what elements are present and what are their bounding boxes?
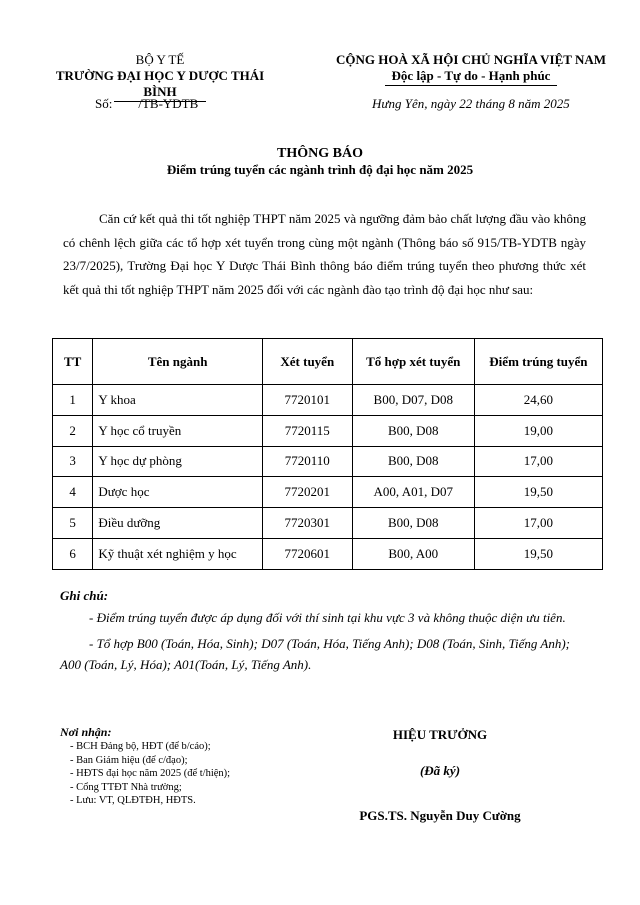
signer-title: HIỆU TRƯỞNG (392, 727, 488, 742)
note-line-2: - Tổ hợp B00 (Toán, Hóa, Sinh); D07 (Toán, Hóa, Tiếng Anh); D08 (Toán, Sinh, Tiếng Anh); (89, 636, 570, 651)
cell-code: 7720301 (262, 508, 352, 539)
school-name: TRƯỜNG ĐẠI HỌC Y DƯỢC THÁI BÌNH (55, 68, 265, 99)
intro-paragraph (63, 207, 586, 301)
list-item: - BCH Đảng bộ, HĐT (để b/cáo); (70, 741, 211, 752)
list-item: - Cổng TTĐT Nhà trường; (70, 781, 182, 793)
note-line-1: - Điểm trúng tuyển được áp dụng đối với thí sinh tại khu vực 3 và không thuộc diện ưu tiên. (89, 610, 566, 625)
col-header-code: Xét tuyển (262, 339, 352, 385)
table-row (53, 415, 603, 446)
cell-score: 17,00 (474, 446, 602, 477)
cell-tt: 2 (53, 415, 93, 446)
cell-combo: B00, A00 (352, 538, 474, 569)
cell-combo: B00, D08 (352, 508, 474, 539)
cell-tt: 6 (53, 538, 93, 569)
recipients-list (70, 740, 230, 808)
table-header-row (53, 339, 603, 385)
cell-score: 19,50 (474, 538, 602, 569)
page-title: THÔNG BÁO (277, 146, 363, 161)
list-item: - HĐTS đại học năm 2025 (để t/hiện); (70, 768, 231, 779)
table-row (53, 508, 603, 539)
table-row (53, 477, 603, 508)
cell-score: 17,00 (474, 508, 602, 539)
cell-tt: 1 (53, 385, 93, 416)
cell-major: Điều dưỡng (93, 508, 263, 539)
table-row (53, 446, 603, 477)
cell-code: 7720201 (262, 477, 352, 508)
col-header-score: Điểm trúng tuyển (474, 339, 602, 385)
cell-code: 7720115 (262, 415, 352, 446)
table-row (53, 385, 603, 416)
doc-no-label: Số: (95, 96, 113, 111)
cell-code: 7720601 (262, 538, 352, 569)
cell-score: 19,00 (474, 415, 602, 446)
list-item: - Ban Giám hiệu (để c/đạo); (70, 754, 188, 766)
signer-name: PGS.TS. Nguyễn Duy Cường (359, 808, 521, 823)
doc-no-suffix: /TB-YDTB (138, 96, 199, 111)
document-date: Hưng Yên, ngày 22 tháng 8 năm 2025 (372, 96, 570, 111)
cell-combo: B00, D08 (352, 446, 474, 477)
cell-major: Kỹ thuật xét nghiệm y học (93, 538, 263, 569)
national-motto: Độc lập - Tự do - Hạnh phúc (391, 68, 551, 83)
issuer-block (40, 52, 280, 102)
cell-code: 7720101 (262, 385, 352, 416)
admission-score-table (52, 338, 603, 570)
cell-score: 24,60 (474, 385, 602, 416)
national-heading (330, 52, 612, 86)
cell-tt: 4 (53, 477, 93, 508)
cell-tt: 5 (53, 508, 93, 539)
col-header-tt: TT (53, 339, 93, 385)
signed-mark: (Đã ký) (419, 763, 461, 778)
list-item: - Lưu: VT, QLĐTĐH, HĐTS. (70, 795, 196, 806)
cell-combo: B00, D08 (352, 415, 474, 446)
col-header-combo: Tổ hợp xét tuyển (352, 339, 474, 385)
cell-combo: A00, A01, D07 (352, 477, 474, 508)
cell-score: 19,50 (474, 477, 602, 508)
recipients-title: Nơi nhận: (60, 725, 112, 739)
cell-tt: 3 (53, 446, 93, 477)
cell-major: Y khoa (93, 385, 263, 416)
table-row (53, 538, 603, 569)
notes-title: Ghi chú: (60, 588, 109, 603)
document-number (95, 96, 198, 112)
cell-major: Y học cổ truyền (93, 415, 263, 446)
nation-name: CỘNG HOÀ XÃ HỘI CHỦ NGHĨA VIỆT NAM (335, 52, 607, 67)
intro-text: Căn cứ kết quả thi tốt nghiệp THPT năm 2025 và ngưỡng đảm bảo chất lượng đầu vào không có chênh lệch giữa các tổ hợp xét tuyển trong cùng một ngành (Thông báo số 915/TB-YDTB ngày 23/7/2025), Trường Đại học Y Dược Thái Bình thông báo điểm trúng tuyển theo phương thức xét kết quả thi tốt nghiệp THPT năm 2025 đối với các ngành đào tạo trình độ đại học như sau: (63, 211, 586, 297)
cell-major: Dược học (93, 477, 263, 508)
col-header-major: Tên ngành (93, 339, 263, 385)
motto-underline (385, 85, 557, 86)
cell-code: 7720110 (262, 446, 352, 477)
page-subtitle: Điểm trúng tuyển các ngành trình độ đại học năm 2025 (166, 162, 474, 177)
cell-major: Y học dự phòng (93, 446, 263, 477)
cell-combo: B00, D07, D08 (352, 385, 474, 416)
ministry-name: BỘ Y TẾ (135, 52, 185, 67)
note-line-2-continued: A00 (Toán, Lý, Hóa); A01(Toán, Lý, Tiếng Anh). (60, 657, 312, 672)
